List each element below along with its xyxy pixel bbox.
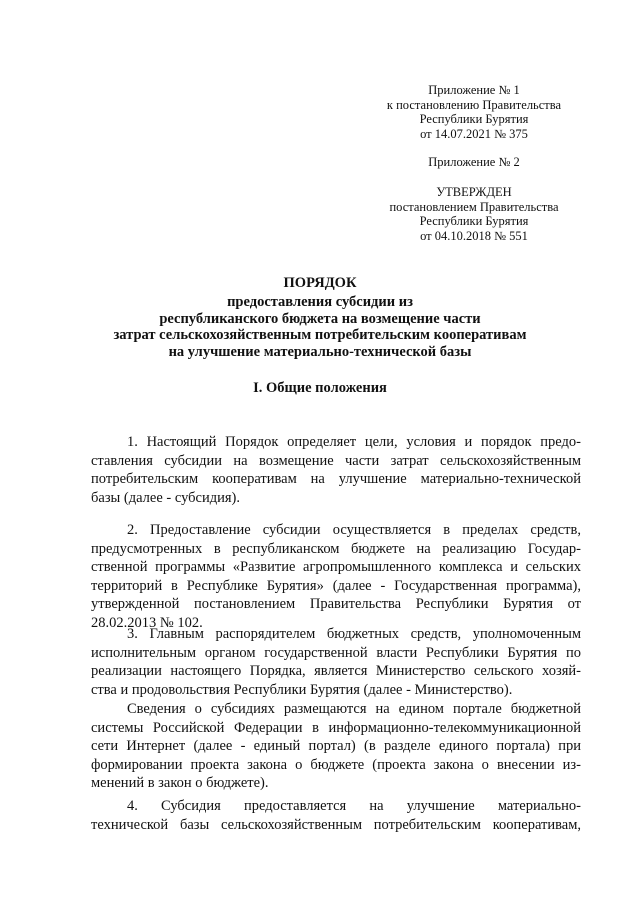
appendix-1-line: Республики Бурятия <box>419 112 529 127</box>
paragraph-line: 1. Настоящий Порядок определяет цели, условия и порядок предо- <box>127 434 581 450</box>
approved-block <box>368 185 580 243</box>
title-line: республиканского бюджета на возмещение части <box>159 310 481 327</box>
title-line: на улучшение материально-технической базы <box>168 344 472 361</box>
paragraph-line: территорий в Республике Бурятия» (далее - Государственная программа), <box>91 577 581 594</box>
paragraph-line: менений в закон о бюджете). <box>91 775 269 791</box>
appendix-1-block <box>368 83 580 141</box>
appendix-1-line: Приложение № 1 <box>428 83 520 97</box>
section-heading: I. Общие положения <box>253 380 387 396</box>
paragraph-2 <box>91 521 581 632</box>
paragraph-line: Сведения о субсидиях размещаются на едином портале бюджетной <box>127 701 581 717</box>
appendix-2-block <box>368 155 580 170</box>
paragraph-line: сети Интернет (далее - единый портал) (в разделе единого портала) при <box>91 738 581 754</box>
title-main: ПОРЯДОК <box>283 275 357 291</box>
approved-line: Республики Бурятия <box>419 214 529 229</box>
paragraph-line: 3. Главным распорядителем бюджетных средств, уполномоченным <box>127 626 581 642</box>
paragraph-line: 2. Предоставление субсидии осуществляется в пределах средств, <box>127 522 581 538</box>
paragraph-line: формировании проекта закона о бюджете (проекта закона о внесении из- <box>91 756 581 773</box>
paragraph-line: ственной программы «Развитие агропромышленного комплекса и сельских <box>91 559 581 575</box>
paragraph-line: ставления субсидии на возмещение части затрат сельскохозяйственным <box>91 452 581 469</box>
appendix-2-label: Приложение № 2 <box>428 155 520 169</box>
paragraph-line: 28.02.2013 № 102. <box>91 614 203 631</box>
title-line: предоставления субсидии из <box>227 293 413 310</box>
document-title <box>60 275 580 361</box>
approved-line: УТВЕРЖДЕН <box>436 185 512 199</box>
paragraph-1 <box>91 433 581 507</box>
paragraph-3 <box>91 625 581 699</box>
paragraph-line: реализации настоящего Порядка, является Министерство сельского хозяй- <box>91 663 581 679</box>
paragraph-line: ства и продовольствия Республики Бурятия (далее - Министерство). <box>91 681 513 698</box>
paragraph-line: базы (далее - субсидия). <box>91 489 241 506</box>
approved-line: постановлением Правительства <box>389 199 559 214</box>
paragraph-line: системы Российской Федерации в информационно-телекоммуникационной <box>91 719 581 736</box>
paragraph-line: предусмотренных в республиканском бюджете на реализацию Государ- <box>91 540 581 557</box>
paragraph-4 <box>91 797 581 834</box>
appendix-1-line: к постановлению Правительства <box>386 97 562 112</box>
approved-line: от 04.10.2018 № 551 <box>420 228 528 243</box>
paragraph-line: 4. Субсидия предоставляется на улучшение материально- <box>127 798 581 814</box>
paragraph-line: исполнительным органом государственной власти Республики Бурятия по <box>91 644 581 661</box>
paragraph-line: утвержденной постановлением Правительства Республики Бурятия от <box>91 596 581 612</box>
title-line: затрат сельскохозяйственным потребительским кооперативам <box>113 327 527 344</box>
paragraph-line: технической базы сельскохозяйственным потребительским кооперативам, <box>91 816 581 833</box>
appendix-1-line: от 14.07.2021 № 375 <box>420 126 528 141</box>
paragraph-line: потребительским кооперативам на улучшение материально-технической <box>91 471 581 487</box>
paragraph-3-continued <box>91 700 581 793</box>
